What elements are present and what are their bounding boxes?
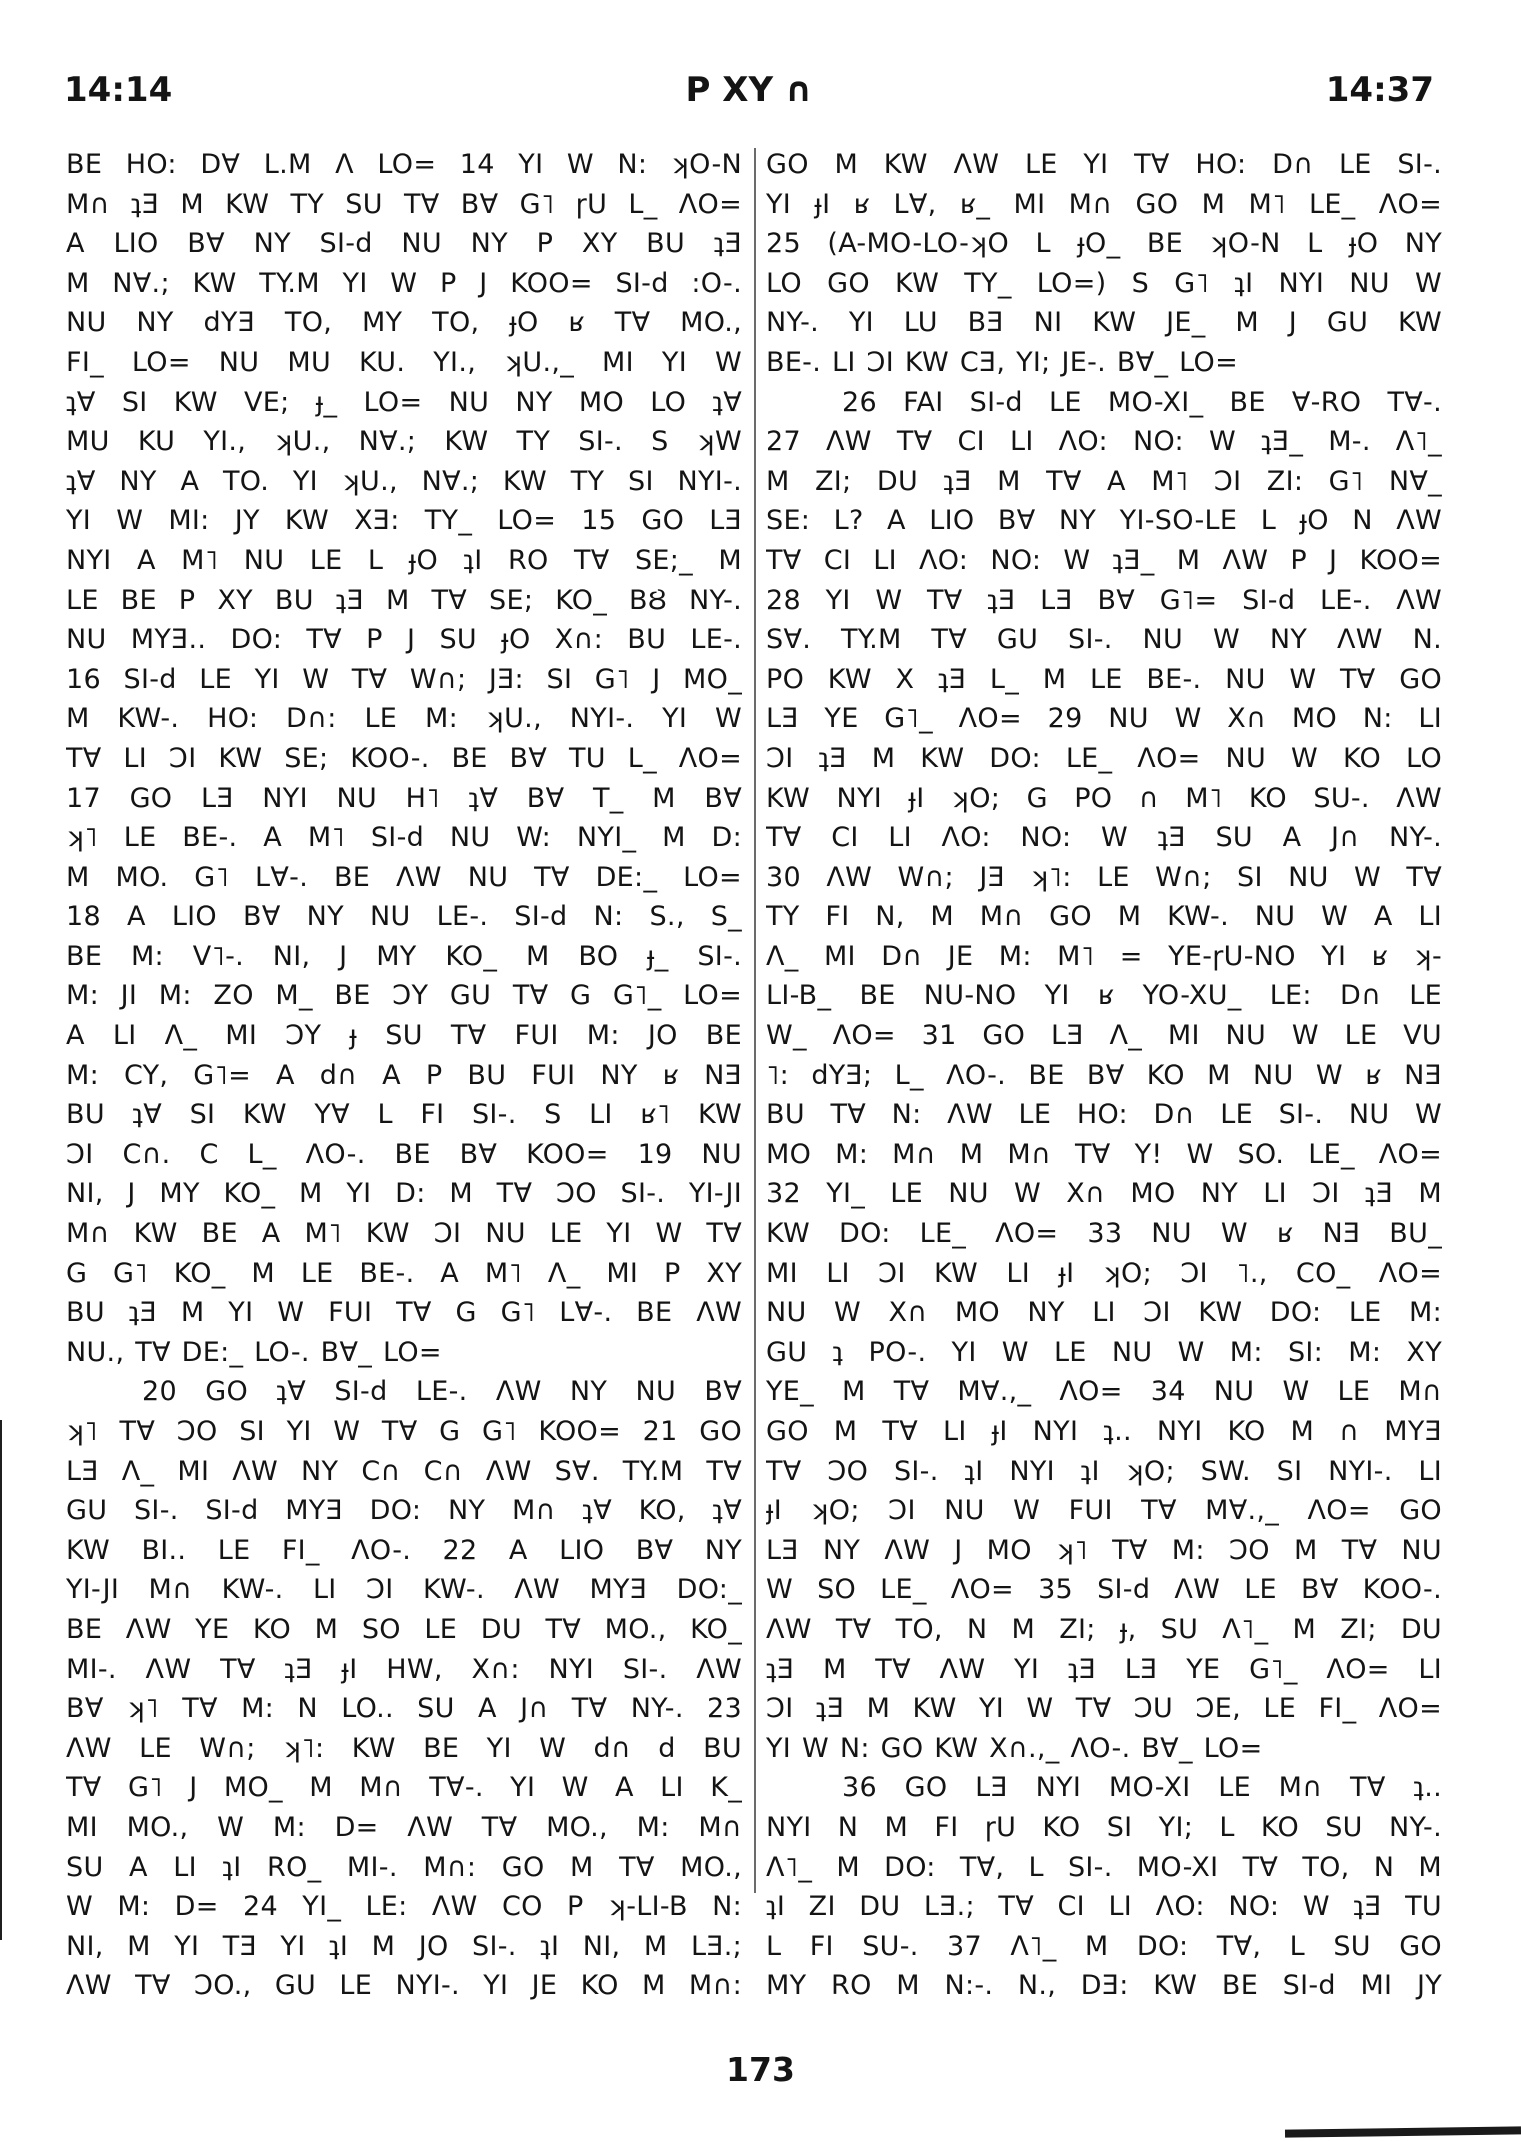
text-line: LI-B_ BE NU-NO YI ʁ YO-XU_ LE: D∩ LE (766, 980, 1442, 1012)
text-line: NI, M YI TƎ YI ʇI M JO SI-. ʇI NI, M LƎ.; (66, 1930, 742, 1962)
text-line: T∀ ƆO SI-. ʇI NYI ʇI ʞO; SW. SI NYI-. LI (766, 1455, 1442, 1487)
text-line: ΛW T∀ TO, N M ZI; ɟ, SU Λ˥_ M ZI; DU (766, 1613, 1442, 1645)
text-line: M: CY, G˥= A d∩ A P BU FUI NY ʁ NƎ (66, 1059, 742, 1091)
text-line: MU KU YI., ʞU., N∀.; KW TY SI-. S ʞW (66, 426, 742, 458)
text-line: SU A LI ʇI RO_ MI-. M∩: GO M T∀ MO., (66, 1851, 742, 1883)
text-line: 30 ΛW W∩; JƎ ʞ˥: LE W∩; SI NU W T∀ (766, 861, 1442, 893)
text-line: W_ ΛO= 31 GO LƎ Λ_ MI NU W LE VU (766, 1020, 1442, 1052)
header-left-reference: 14:14 (64, 70, 173, 110)
text-line: Λ_ MI D∩ JE M: M˥ = YE-ɼU-NO YI ʁ ʞ- (766, 940, 1442, 972)
text-line: BE-. LI ƆI KW CƎ, YI; JE-. B∀_ LO= (766, 346, 1239, 378)
text-line: M ZI; DU ʇƎ M T∀ A M˥ ƆI ZI: G˥ N∀_ (766, 465, 1442, 497)
text-line: GU ʇ PO-. YI W LE NU W M: SI: M: XY (766, 1336, 1442, 1368)
text-line: ʞ˥ T∀ ƆO SI YI W T∀ G G˥ KOO= 21 GO (66, 1416, 742, 1447)
text-line: 18 A LIO B∀ NY NU LE-. SI-d N: S., S_ (66, 901, 742, 933)
text-line: S∀. TY.M T∀ GU SI-. NU W NY ΛW N. (766, 624, 1442, 656)
text-line: KW BI.. LE FI_ ΛO-. 22 A LIO B∀ NY (66, 1534, 742, 1566)
text-line: TY FI N, M M∩ GO M KW-. NU W A LI (766, 901, 1442, 933)
running-header (64, 70, 1434, 130)
text-line: GO M T∀ LI ɟI NYI ʇ.. NYI KO M ∩ MYƎ (766, 1416, 1442, 1447)
text-line: 20 GO ʇ∀ SI-d LE-. ΛW NY NU B∀ (142, 1376, 742, 1408)
text-line: M MO. G˥ L∀-. BE ΛW NU T∀ DE:_ LO= (66, 861, 742, 893)
text-line: MI MO., W M: D= ΛW T∀ MO., M: M∩ (66, 1811, 742, 1843)
text-line: LE BE P XY BU ʇƎ M T∀ SE; KO_ BȢ NY-. (66, 584, 742, 616)
text-line: 17 GO LƎ NYI NU H˥ ʇ∀ B∀ T_ M B∀ (66, 782, 742, 814)
text-line: W SO LE_ ΛO= 35 SI-d ΛW LE B∀ KOO-. (766, 1574, 1442, 1606)
text-line: YI W N: GO KW X∩.,_ ΛO-. B∀_ LO= (766, 1732, 1263, 1764)
text-line: LƎ YE G˥_ ΛO= 29 NU W X∩ MO N: LI (766, 703, 1442, 735)
left-text-column (66, 145, 742, 2006)
text-line: 27 ΛW T∀ CI LI ΛO: NO: W ʇƎ_ M-. Λ˥_ (766, 426, 1442, 458)
text-line: ΛW T∀ ƆO., GU LE NYI-. YI JE KO M M∩: (66, 1970, 742, 2002)
scan-edge-mark (1285, 2126, 1521, 2137)
column-divider (754, 148, 756, 1893)
text-line: NU NY dYƎ TO, MY TO, ɟO ʁ T∀ MO., (66, 307, 742, 339)
text-line: 25 (A-MO-LO-ʞO L ɟO_ BE ʞO-N L ɟO NY (766, 228, 1442, 260)
text-line: NU MYƎ.. DO: T∀ P J SU ɟO X∩: BU LE-. (66, 624, 742, 656)
text-line: T∀ LI ƆI KW SE; KOO-. BE B∀ TU L_ ΛO= (66, 742, 742, 774)
text-line: ɟI ʞO; ƆI NU W FUI T∀ M∀.,_ ΛO= GO (766, 1495, 1442, 1527)
text-line: ƆI ʇƎ M KW YI W T∀ ƆU ƆE, LE FI_ ΛO= (766, 1693, 1442, 1725)
text-line: YI-JI M∩ KW-. LI ƆI KW-. ΛW MYƎ DO:_ (66, 1574, 742, 1606)
header-right-reference: 14:37 (1325, 70, 1434, 110)
text-line: T∀ CI LI ΛO: NO: W ʇƎ SU A J∩ NY-. (766, 822, 1442, 854)
text-line: FI_ LO= NU MU KU. YI., ʞU.,_ MI YI W (66, 346, 742, 378)
page-number: 173 (726, 2050, 795, 2089)
text-line: ʞ˥ LE BE-. A M˥ SI-d NU W: NYI_ M D: (66, 822, 742, 854)
text-line: 28 YI W T∀ ʇƎ LƎ B∀ G˥= SI-d LE-. ΛW (766, 584, 1442, 616)
text-line: BE ΛW YE KO M SO LE DU T∀ MO., KO_ (66, 1613, 742, 1645)
text-line: BU ʇ∀ SI KW Y∀ L FI SI-. S LI ʁ˥ KW (66, 1099, 742, 1131)
text-line: MY RO M N:-. N., DƎ: KW BE SI-d MI JY (766, 1970, 1442, 2002)
text-line: SE: L? A LIO B∀ NY YI-SO-LE L ɟO N ΛW (766, 505, 1442, 537)
text-line: YI W MI: JY KW XƎ: TY_ LO= 15 GO LƎ (66, 505, 742, 537)
text-line: KW DO: LE_ ΛO= 33 NU W ʁ NƎ BU_ (766, 1218, 1442, 1250)
text-line: M N∀.; KW TY.M YI W P J KOO= SI-d :O-. (66, 267, 742, 299)
left-edge-mark (0, 1420, 2, 1940)
text-line: ΛW LE W∩; ʞ˥: KW BE YI W d∩ d BU (66, 1732, 742, 1764)
text-line: BE HO: D∀ L.M Λ LO= 14 YI W N: ʞO-N (66, 149, 742, 180)
text-line: MO M: M∩ M M∩ T∀ Y! W SO. LE_ ΛO= (766, 1138, 1442, 1170)
text-line: PO KW X ʇƎ L_ M LE BE-. NU W T∀ GO (766, 663, 1442, 695)
text-line: NYI N M FI ɼU KO SI YI; L KO SU NY-. (766, 1811, 1442, 1843)
text-line: MI LI ƆI KW LI ɟI ʞO; ƆI ˥., CO_ ΛO= (766, 1257, 1442, 1289)
text-line: ˥: dYƎ; L_ ΛO-. BE B∀ KO M NU W ʁ NƎ (766, 1059, 1442, 1091)
text-line: GU SI-. SI-d MYƎ DO: NY M∩ ʇ∀ KO, ʇ∀ (66, 1495, 742, 1527)
text-line: B∀ ʞ˥ T∀ M: N LO.. SU A J∩ T∀ NY-. 23 (66, 1693, 742, 1725)
text-line: W M: D= 24 YI_ LE: ΛW CO P ʞ-LI-B N: (66, 1891, 742, 1923)
text-line: ʇ∀ SI KW VE; ɟ_ LO= NU NY MO LO ʇ∀ (66, 386, 742, 418)
text-line: ƆI C∩. C L_ ΛO-. BE B∀ KOO= 19 NU (66, 1138, 742, 1170)
text-line: MI-. ΛW T∀ ʇƎ ɟI HW, X∩: NYI SI-. ΛW (66, 1653, 742, 1685)
text-line: BU ʇƎ M YI W FUI T∀ G G˥ L∀-. BE ΛW (66, 1297, 742, 1329)
text-line: YE_ M T∀ M∀.,_ ΛO= 34 NU W LE M∩ (766, 1376, 1442, 1408)
text-line: A LIO B∀ NY SI-d NU NY P XY BU ʇƎ (66, 228, 742, 260)
header-book-title: P XY ∩ (685, 70, 813, 110)
text-line: LO GO KW TY_ LO=) S G˥ ʇI NYI NU W (766, 267, 1442, 299)
text-line: ʇI ZI DU LƎ.; T∀ CI LI ΛO: NO: W ʇƎ TU (766, 1891, 1442, 1923)
text-line: 16 SI-d LE YI W T∀ W∩; JƎ: SI G˥ J MO_ (66, 663, 742, 695)
text-line: BE M: V˥-. NI, J MY KO_ M BO ɟ_ SI-. (66, 940, 742, 972)
text-line: LƎ NY ΛW J MO ʞ˥ T∀ M: ƆO M T∀ NU (766, 1534, 1442, 1566)
text-line: 26 FAI SI-d LE MO-XI_ BE ∀-RO T∀-. (842, 386, 1442, 418)
right-text-column (766, 145, 1442, 2006)
text-line: ƆI ʇƎ M KW DO: LE_ ΛO= NU W KO LO (766, 742, 1442, 774)
text-line: A LI Λ_ MI ƆY ɟ SU T∀ FUI M: JO BE (66, 1020, 742, 1052)
text-line: NYI A M˥ NU LE L ɟO ʇI RO T∀ SE;_ M (66, 544, 742, 576)
text-line: M∩ KW BE A M˥ KW ƆI NU LE YI W T∀ (66, 1218, 742, 1250)
text-line: M KW-. HO: D∩: LE M: ʞU., NYI-. YI W (66, 703, 742, 735)
text-line: KW NYI ɟI ʞO; G PO ∩ M˥ KO SU-. ΛW (766, 782, 1442, 814)
text-line: T∀ G˥ J MO_ M M∩ T∀-. YI W A LI K_ (66, 1772, 742, 1804)
text-line: LƎ Λ_ MI ΛW NY C∩ C∩ ΛW S∀. TY.M T∀ (66, 1455, 742, 1487)
text-line: 32 YI_ LE NU W X∩ MO NY LI ƆI ʇƎ M (766, 1178, 1442, 1210)
text-line: NI, J MY KO_ M YI D: M T∀ ƆO SI-. YI-JI (66, 1178, 742, 1210)
text-line: L FI SU-. 37 Λ˥_ M DO: T∀, L SU GO (766, 1930, 1442, 1962)
text-line: M∩ ʇƎ M KW TY SU T∀ B∀ G˥ ɼU L_ ΛO= (66, 188, 742, 220)
text-line: ʇ∀ NY A TO. YI ʞU., N∀.; KW TY SI NYI-. (66, 465, 742, 497)
text-line: M: JI M: ZO M_ BE ƆY GU T∀ G G˥_ LO= (66, 980, 742, 1012)
text-line: NU., T∀ DE:_ LO-. B∀_ LO= (66, 1336, 442, 1368)
text-line: ʇƎ M T∀ ΛW YI ʇƎ LƎ YE G˥_ ΛO= LI (766, 1653, 1442, 1685)
text-line: GO M KW ΛW LE YI T∀ HO: D∩ LE SI-. (766, 149, 1442, 180)
text-line: BU T∀ N: ΛW LE HO: D∩ LE SI-. NU W (766, 1099, 1442, 1131)
text-line: G G˥ KO_ M LE BE-. A M˥ Λ_ MI P XY (66, 1257, 742, 1289)
text-line: 36 GO LƎ NYI MO-XI LE M∩ T∀ ʇ.. (842, 1772, 1442, 1804)
text-line: T∀ CI LI ΛO: NO: W ʇƎ_ M ΛW P J KOO= (766, 544, 1442, 576)
text-line: NU W X∩ MO NY LI ƆI KW DO: LE M: (766, 1297, 1442, 1329)
text-line: NY-. YI LU BƎ NI KW JE_ M J GU KW (766, 307, 1442, 339)
text-line: Λ˥_ M DO: T∀, L SI-. MO-XI T∀ TO, N M (766, 1851, 1442, 1883)
text-line: YI ɟI ʁ L∀, ʁ_ MI M∩ GO M M˥ LE_ ΛO= (766, 188, 1442, 220)
